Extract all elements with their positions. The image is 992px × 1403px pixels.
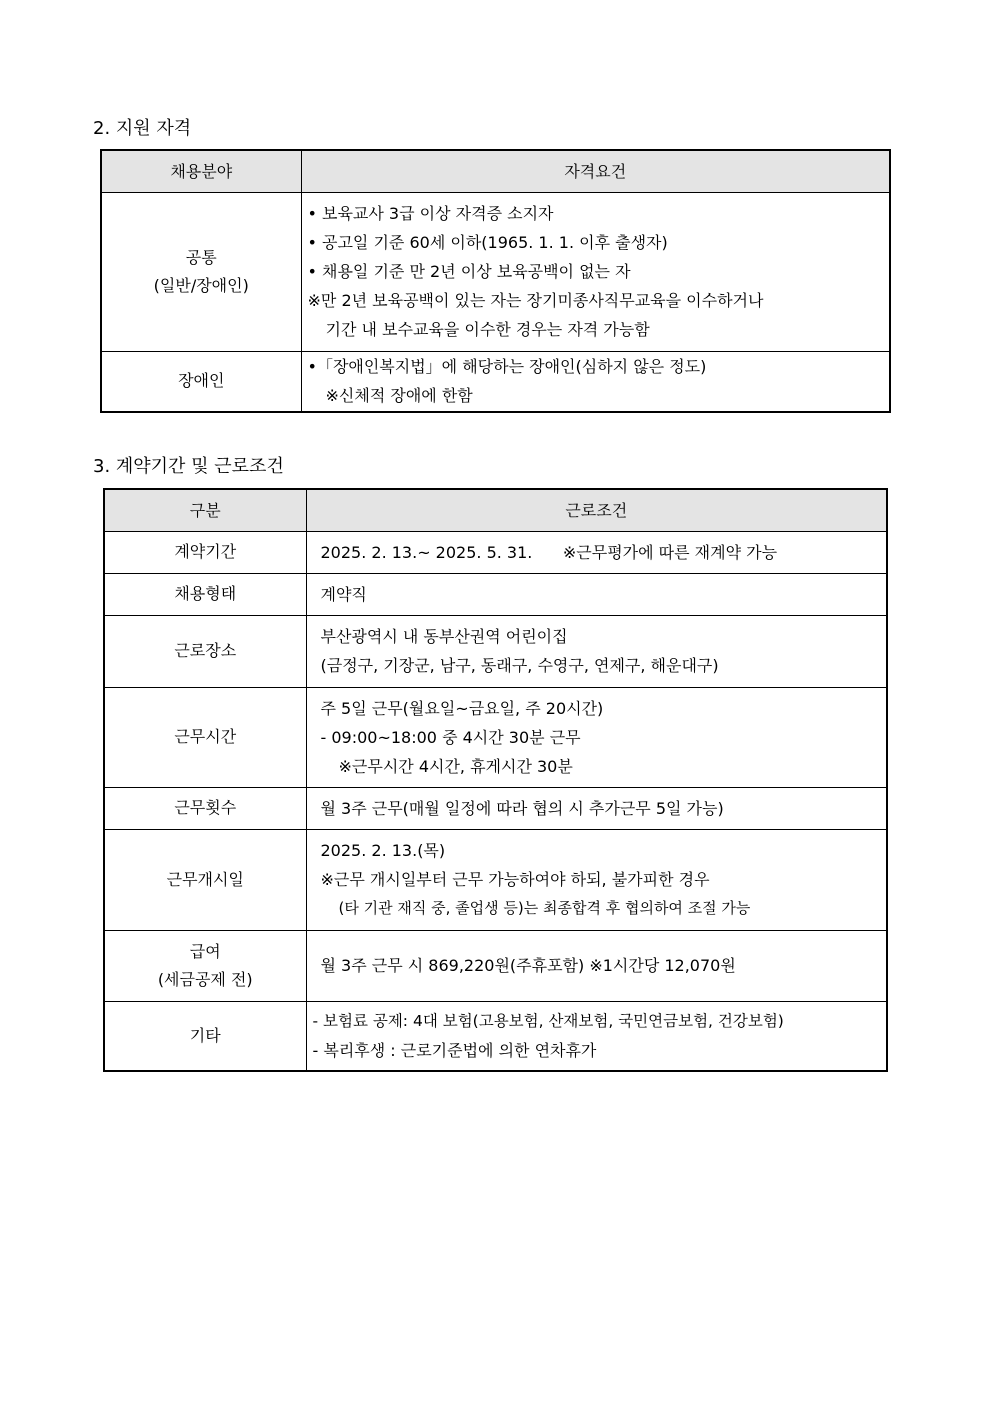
header-category: 구분 [104, 489, 306, 531]
content-line: 주 5일 근무(월요일~금요일, 주 20시간) [320, 698, 604, 718]
row-label [101, 192, 301, 351]
section-2-title: 2. 지원 자격 [93, 118, 192, 139]
table-header-row [101, 150, 890, 192]
row-content [306, 829, 887, 930]
content-line: •「장애인복지법」에 해당하는 장애인(심하지 않은 정도) [307, 357, 707, 377]
content-line: 월 3주 근무 시 869,220원(주휴포함) ※1시간당 12,070원 [320, 956, 736, 975]
label-line: 채용형태 [174, 584, 237, 603]
content-line: 기간 내 보수교육을 이수한 경우는 자격 가능함 [325, 320, 650, 339]
row-content [306, 787, 887, 829]
label-line: 근무횟수 [174, 798, 237, 817]
label-line: (세금공제 전) [157, 969, 253, 989]
table-row [104, 573, 887, 615]
table-row [104, 531, 887, 573]
row-content [306, 531, 887, 573]
content-line: ※근무시간 4시간, 휴게시간 30분 [338, 756, 573, 776]
content-line: 계약직 [320, 584, 367, 604]
content-line: (타 기관 재직 중, 졸업생 등)는 최종합격 후 협의하여 조절 가능 [338, 899, 751, 917]
label-line: 기타 [189, 1025, 221, 1045]
row-label [104, 829, 306, 930]
label-line: 장애인 [178, 371, 225, 391]
header-requirements: 자격요건 [301, 150, 890, 192]
content-line: 월 3주 근무(매월 일정에 따라 협의 시 추가근무 5일 가능) [320, 798, 724, 818]
row-label [104, 687, 306, 787]
row-label [104, 531, 306, 573]
content-line: • 채용일 기준 만 2년 이상 보육공백이 없는 자 [307, 262, 631, 281]
row-label [101, 351, 301, 412]
label-line: 근무시간 [174, 727, 237, 746]
content-line: (금정구, 기장군, 남구, 동래구, 수영구, 연제구, 해운대구) [320, 656, 719, 675]
content-line: ※근무 개시일부터 근무 가능하여야 하되, 불가피한 경우 [320, 870, 710, 889]
row-content [301, 351, 890, 412]
content-line: - 09:00~18:00 중 4시간 30분 근무 [320, 727, 581, 747]
table-header-row [104, 489, 887, 531]
section-3-title: 3. 계약기간 및 근로조건 [93, 456, 284, 477]
label-line: 급여 [189, 941, 221, 961]
content-line: • 공고일 기준 60세 이하(1965. 1. 1. 이후 출생자) [307, 233, 668, 252]
header-field: 채용분야 [101, 150, 301, 192]
content-line: ※신체적 장애에 한함 [325, 386, 473, 406]
row-label [104, 1001, 306, 1071]
label-line: 공통 [185, 247, 217, 267]
content-line: 부산광역시 내 동부산권역 어린이집 [320, 627, 568, 646]
row-label [104, 615, 306, 687]
label-line: 계약기간 [174, 542, 237, 561]
row-content [306, 615, 887, 687]
row-content [306, 1001, 887, 1071]
table-row [104, 829, 887, 930]
content-line: 2025. 2. 13.~ 2025. 5. 31. ※근무평가에 따른 재계약 가능 [320, 542, 778, 562]
content-line: ※만 2년 보육공백이 있는 자는 장기미종사직무교육을 이수하거나 [307, 291, 764, 310]
content-line: - 복리후생 : 근로기준법에 의한 연차휴가 [312, 1040, 597, 1060]
label-line: (일반/장애인) [153, 275, 249, 295]
content-line: 2025. 2. 13.(목) [320, 841, 446, 860]
label-line: 근로장소 [174, 641, 237, 660]
label-line: 근무개시일 [166, 869, 244, 889]
table-row [104, 787, 887, 829]
row-content [306, 687, 887, 787]
content-line: - 보험료 공제: 4대 보험(고용보험, 산재보험, 국민연금보험, 건강보험) [312, 1011, 784, 1030]
table-row [104, 615, 887, 687]
table-row [101, 351, 890, 412]
row-content [306, 930, 887, 1001]
table-row [104, 930, 887, 1001]
qualification-table [100, 149, 891, 413]
row-content [306, 573, 887, 615]
row-label [104, 930, 306, 1001]
table-row [101, 192, 890, 351]
conditions-table [103, 488, 888, 1072]
content-line: • 보육교사 3급 이상 자격증 소지자 [307, 204, 554, 223]
row-label [104, 787, 306, 829]
header-conditions: 근로조건 [306, 489, 887, 531]
table-row [104, 1001, 887, 1071]
row-content [301, 192, 890, 351]
row-label [104, 573, 306, 615]
table-row [104, 687, 887, 787]
